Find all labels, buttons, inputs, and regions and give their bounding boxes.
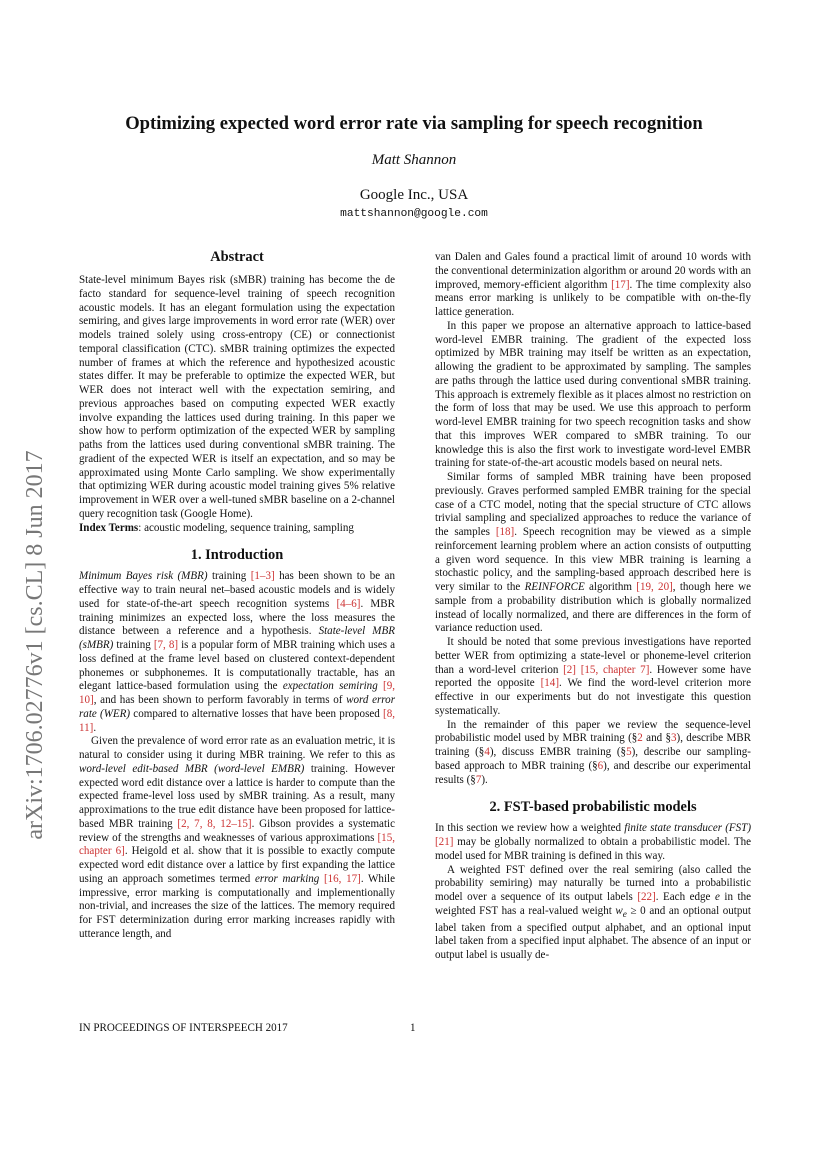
text-run: . However some have reported the opposite xyxy=(435,663,751,690)
section-ref-link[interactable]: 5 xyxy=(626,746,632,758)
text-run: . We find the word-level criterion more effective in our experiments but do not investigate this question systematically. xyxy=(435,677,751,717)
term-embr: word-level edit-based MBR (word-level EMBR) xyxy=(79,762,305,775)
section-ref-link[interactable]: 4 xyxy=(484,746,490,758)
text-run: ), and describe our experimental results (§ xyxy=(435,759,751,786)
section-2-paragraph-1 xyxy=(435,822,751,863)
text-run: . Heigold et al. show that it is possible to exactly compute expected word edit distance over a lattice by first expanding the lattice using an approach sometimes termed xyxy=(79,845,396,885)
text-run: Given the prevalence of word error rate as an evaluation metric, it is natural to consider using it during MBR training. We refer to this as xyxy=(79,735,395,761)
index-terms xyxy=(79,522,395,536)
citation-link[interactable]: [18] xyxy=(495,526,515,538)
text-run: ), describe our sampling-based approach to MBR training (§ xyxy=(435,746,751,772)
section-ref-link[interactable]: 3 xyxy=(670,732,677,745)
section-ref-link[interactable]: 7 xyxy=(475,773,482,786)
text-run: . MBR training minimizes an expected loss, where the loss measures the distance between a reference and a hypothesis. xyxy=(79,597,395,638)
intro-paragraph-4: In this paper we propose an alternative approach to lattice-based word-level EMBR training. The gradient of the expected loss optimized by MBR training may itself be written as an expectation, allowing the gradient to be approximated by sampling. The samples are paths through the lattice used during conventional sMBR training. This approach is extremely flexible as it places almost no restriction on the form of loss that may be used. We use this approach to perform word-level EMBR training for two speech recognition tasks and show that this improves WER compared to sMBR training. To our knowledge this is also the first work to investigate word-level EMBR training for state-of-the-art acoustic models based on neural nets. xyxy=(435,319,751,470)
text-run: . While impressive, error marking is computationally and implementionally non-trivial, and increases the size of the lattices. The memory required for FST determinization during error marking increases rapidly with utterance length, and xyxy=(79,872,395,940)
index-terms-label: Index Terms xyxy=(79,521,139,534)
text-run: . Each edge xyxy=(655,891,715,903)
section-ref-link[interactable]: 2 xyxy=(637,732,643,745)
text-run: training xyxy=(113,639,154,651)
text-run: A weighted FST defined over the real semiring (also called the probability semiring) may naturally be turned into a probabilistic model over a sequence of its output labels xyxy=(435,863,751,903)
intro-paragraph-6 xyxy=(435,636,751,719)
citation-link[interactable]: [21] xyxy=(435,836,454,848)
text-run: . Gibson provides a systematic review of the strengths and weaknesses of various approximations xyxy=(79,817,395,844)
page-number: 1 xyxy=(410,1022,416,1034)
text-run: , though here we sample from a probability distribution which is globally normalized instead of locally normalized, and there are differences in the form of variance reduction used. xyxy=(435,581,751,635)
section-2-heading: 2. FST-based probabilistic models xyxy=(489,799,697,816)
text-run: , and has been shown to perform favorably in terms of xyxy=(93,694,347,706)
citation-link[interactable]: [16, 17] xyxy=(323,872,361,885)
author-email[interactable]: mattshannon@google.com xyxy=(340,208,488,220)
text-run: van Dalen and Gales found a practical limit of around 10 words with the conventional determinization algorithm or around 20 words with an improved, memory-efficient algorithm xyxy=(435,251,751,291)
text-run: In this section we review how a weighted xyxy=(435,822,625,835)
term-reinforce: REINFORCE xyxy=(524,581,585,593)
author-name: Matt Shannon xyxy=(371,152,457,168)
abstract-heading: Abstract xyxy=(210,249,264,265)
text-run: in the weighted FST has a real-valued weight xyxy=(435,891,751,917)
citation-link[interactable]: [17] xyxy=(611,278,630,291)
citation-link[interactable]: [2, 7, 8, 12–15] xyxy=(177,817,252,830)
text-run: training xyxy=(207,570,251,583)
text-run: It should be noted that some previous investigations have reported better WER from optimizing a state-level or phoneme-level criterion than a word-level criterion xyxy=(435,636,751,676)
text-run: compared to alternative losses that have been proposed xyxy=(130,707,384,720)
math-var-w: w xyxy=(615,904,623,917)
left-column xyxy=(79,248,395,942)
term-fst: finite state transducer (FST) xyxy=(624,822,751,835)
citation-link[interactable]: [19, 20] xyxy=(636,581,673,593)
citation-link[interactable]: [1–3] xyxy=(250,570,275,583)
paper-title: Optimizing expected word error rate via sampling for speech recognition xyxy=(125,113,703,134)
intro-paragraph-3 xyxy=(435,251,751,320)
text-run: ), describe MBR training (§ xyxy=(435,732,751,758)
term-wer: word error rate (WER) xyxy=(79,694,395,720)
introduction-heading: 1. Introduction xyxy=(190,547,284,564)
affiliation: Google Inc., USA xyxy=(359,187,469,203)
text-run: and § xyxy=(642,732,671,745)
term-smbr: State-level MBR (sMBR) xyxy=(79,625,395,651)
citation-link[interactable]: [15, chapter 7] xyxy=(580,663,650,676)
text-run: . Speech recognition may be viewed as a simple reinforcement learning problem where an action consists of outputting a given word sequence. In this view MBR training is learning a stochastic policy, and the sampling-based approach described here is very similar to the xyxy=(435,526,751,593)
section-ref-link[interactable]: 6 xyxy=(597,759,604,772)
footer-venue: IN PROCEEDINGS OF INTERSPEECH 2017 xyxy=(79,1022,288,1034)
math-subscript-e: e xyxy=(622,908,627,919)
text-run: In the remainder of this paper we review the sequence-level probabilistic model used by MBR training (§ xyxy=(435,718,751,745)
arxiv-stamp: arXiv:1706.02776v1 [cs.CL] 8 Jun 2017 xyxy=(22,450,48,840)
text-run: ≥ 0 and an optional output label taken from a specified output alphabet, and an optional input label taken from a specified input alphabet. The absence of an input or output label is usually de- xyxy=(435,904,751,962)
text-run: has been shown to be an effective way to train neural net–based acoustic models and is widely used for state-of-the-art speech recognition systems xyxy=(79,570,395,610)
citation-link[interactable]: [22] xyxy=(637,891,656,903)
text-run: Similar forms of sampled MBR training have been proposed previously. Graves performed sampled EMBR training for the special case of a CTC model, noting that the special structure of CTC allows trivial sampling and specialized approaches to reduce the variance of the samples xyxy=(435,471,751,538)
abstract-text: State-level minimum Bayes risk (sMBR) training has become the de facto standard for sequence-level training of speech recognition acoustic models. It has an elegant formulation using the expectation semiring, and gives large improvements in word error rate (WER) over models trained solely using cross-entropy (CE) or connectionist temporal classification (CTC). sMBR training optimizes the expected number of frames at which the reference and hypothesized acoustic states differ. It may be preferable to optimize the expected WER, but WER does not interact well with the expectation semiring, and previous approaches based on computing expected WER exactly involve expanding the lattices used during training. In this paper we show how to perform optimization of the expected WER by sampling paths from the lattices used during conventional sMBR training. The gradient of the expected WER is itself an expectation, and so may be approximated using Monte Carlo sampling. We show experimentally that optimizing WER during acoustic model training gives 5% relative improvement in WER over a well-tuned sMBR baseline on a 2-channel query recognition task (Google Home). xyxy=(79,274,395,520)
text-run: . xyxy=(93,721,97,734)
citation-link[interactable]: [7, 8] xyxy=(153,639,179,651)
text-run: . The time complexity also means error marking is unlikely to be compatible with on-the-fly lattice generation. xyxy=(435,278,751,318)
text-run: may be globally normalized to obtain a probabilistic model. The model used for MBR training is defined in this way. xyxy=(435,836,751,862)
citation-link[interactable]: [8, 11] xyxy=(79,707,395,734)
intro-paragraph-2 xyxy=(79,735,395,941)
text-run: algorithm xyxy=(584,581,637,593)
citation-link[interactable]: [2] xyxy=(563,663,576,676)
text-run: training. However expected word edit distance over a lattice is harder to compute than the expected frame-level loss used by sMBR training. As a result, many approximations to the true edit distance have been proposed for lattice-based MBR training xyxy=(79,762,395,830)
citation-link[interactable]: [15, chapter 6] xyxy=(79,831,395,858)
citation-link[interactable]: [14] xyxy=(540,677,559,690)
term-mbr: Minimum Bayes risk (MBR) xyxy=(79,570,208,583)
intro-paragraph-7 xyxy=(435,719,751,788)
math-var-e: e xyxy=(714,891,720,903)
citation-link[interactable]: [4–6] xyxy=(336,597,361,610)
intro-paragraph-1 xyxy=(79,570,395,735)
right-column xyxy=(435,251,751,963)
text-run: ), discuss EMBR training (§ xyxy=(489,746,627,758)
term-error-marking: error marking xyxy=(254,872,320,885)
term-expectation-semiring: expectation semiring xyxy=(282,680,378,693)
text-run: is a popular form of MBR training which uses a loss defined at the frame level based on clustered context-dependent phonemes or subphonemes. It is computationally tractable, has an elegant lattice-based formulation using the xyxy=(79,639,395,693)
section-2-paragraph-2 xyxy=(435,864,751,963)
text-run: ). xyxy=(481,773,488,786)
citation-link[interactable]: [9, 10] xyxy=(79,680,396,706)
intro-paragraph-5 xyxy=(435,471,751,636)
index-terms-list: : acoustic modeling, sequence training, sampling xyxy=(138,521,354,534)
